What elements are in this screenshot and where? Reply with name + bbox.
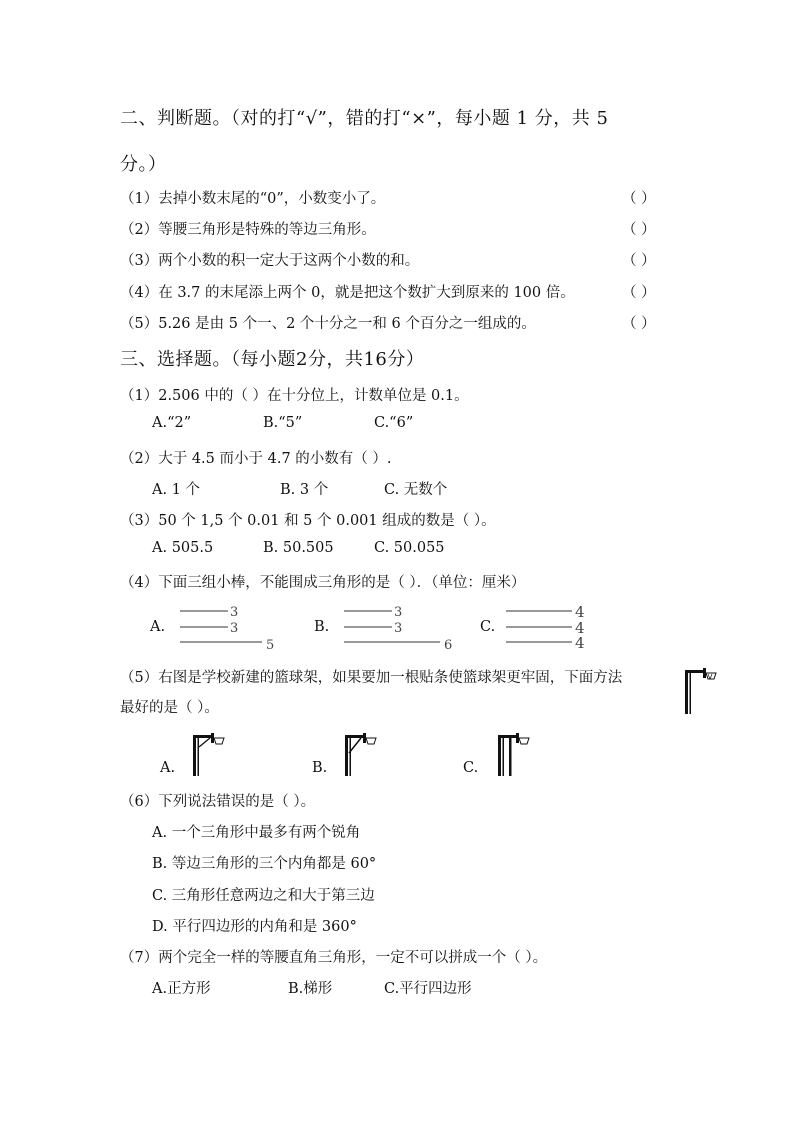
judge-answer-blank-2[interactable]: （ ） <box>622 222 656 238</box>
sticks-figure-c <box>500 600 600 652</box>
choice-q2-option-a[interactable]: A. 1 个 <box>152 482 201 498</box>
basketball-stand-reference <box>682 664 722 716</box>
section2-heading-line2: 分。） <box>120 154 167 175</box>
stand-arm <box>685 670 705 673</box>
choice-q7-stem: （7）两个完全一样的等腰直角三角形，一定不可以拼成一个（ ）。 <box>120 950 548 966</box>
judge-item-2: （2）等腰三角形是特殊的等边三角形。 <box>120 222 376 238</box>
choice-q5-option-c[interactable]: C. <box>463 760 479 776</box>
choice-q1-option-b[interactable]: B.“5” <box>263 415 303 431</box>
stick-a1-length: 3 <box>230 605 239 620</box>
choice-q1-stem: （1）2.506 中的（ ）在十分位上，计数单位是 0.1。 <box>120 388 469 404</box>
choice-q4-option-b[interactable]: B. <box>314 619 330 635</box>
choice-q3-option-b[interactable]: B. 50.505 <box>263 540 334 556</box>
stick-b1-length: 3 <box>394 605 403 620</box>
choice-q1-option-c[interactable]: C.“6” <box>374 415 414 431</box>
stick-a2-length: 3 <box>230 621 239 636</box>
choice-q1-option-a[interactable]: A.“2” <box>152 415 192 431</box>
choice-q2-option-b[interactable]: B. 3 个 <box>280 482 329 498</box>
brace-a <box>199 738 210 747</box>
choice-q6-option-c[interactable]: C. 三角形任意两边之和大于第三边 <box>152 888 375 904</box>
choice-q2-stem: （2）大于 4.5 而小于 4.7 的小数有（ ）. <box>120 451 392 467</box>
stand-net-lines <box>708 674 712 679</box>
choice-q5-stem-line1: （5）右图是学校新建的篮球架，如果要加一根贴条使篮球架更牢固，下面方法 <box>120 670 623 686</box>
judge-item-3: （3）两个小数的积一定大于这两个小数的和。 <box>120 253 420 269</box>
choice-q4-option-c[interactable]: C. <box>480 619 496 635</box>
judge-answer-blank-5[interactable]: （ ） <box>622 316 656 332</box>
basketball-stand-option-b <box>342 731 386 777</box>
sticks-figure-a <box>170 600 280 652</box>
sticks-figure-b <box>334 600 464 652</box>
choice-q4-stem: （4）下面三组小棒，不能围成三角形的是（ ）．（单位：厘米） <box>120 575 526 591</box>
basketball-stand-option-a <box>190 731 234 777</box>
judge-item-5: （5）5.26 是由 5 个一、2 个十分之一和 6 个百分之一组成的。 <box>120 316 536 332</box>
basketball-stand-option-c <box>495 731 539 777</box>
judge-item-4: （4）在 3.7 的末尾添上两个 0，就是把这个数扩大到原来的 100 倍。 <box>120 285 575 301</box>
choice-q3-option-c[interactable]: C. 50.055 <box>374 540 445 556</box>
stick-c1-length: 4 <box>575 603 585 621</box>
choice-q5-option-b[interactable]: B. <box>312 760 328 776</box>
judge-answer-blank-1[interactable]: （ ） <box>622 191 656 207</box>
judge-answer-blank-4[interactable]: （ ） <box>622 285 656 301</box>
stand-pole-inner <box>690 673 692 714</box>
choice-q3-option-a[interactable]: A. 505.5 <box>152 540 214 556</box>
choice-q6-option-b[interactable]: B. 等边三角形的三个内角都是 60° <box>152 856 377 872</box>
stand-pole-outer <box>685 670 688 714</box>
section3-heading: 三、选择题。（每小题2分，共16分） <box>120 349 425 370</box>
stick-b2-length: 3 <box>394 621 403 636</box>
judge-item-1: （1）去掉小数末尾的“0”，小数变小了。 <box>120 191 386 207</box>
choice-q3-stem: （3）50 个 1,5 个 0.01 和 5 个 0.001 组成的数是（ ）。 <box>120 513 496 529</box>
stick-c2-length: 4 <box>575 619 585 637</box>
choice-q6-option-d[interactable]: D. 平行四边形的内角和是 360° <box>152 919 357 935</box>
stick-c3-length: 4 <box>575 634 585 652</box>
choice-q7-option-c[interactable]: C.平行四边形 <box>384 981 472 997</box>
judge-answer-blank-3[interactable]: （ ） <box>622 253 656 269</box>
choice-q7-option-a[interactable]: A.正方形 <box>152 981 211 997</box>
choice-q5-stem-line2: 最好的是（ ）。 <box>120 700 219 716</box>
brace-c <box>509 738 512 776</box>
section2-heading-line1: 二、判断题。（对的打“√”，错的打“×”，每小题 1 分，共 5 <box>120 108 609 129</box>
choice-q6-option-a[interactable]: A. 一个三角形中最多有两个锐角 <box>152 825 361 841</box>
choice-q7-option-b[interactable]: B.梯形 <box>288 981 333 997</box>
choice-q5-option-a[interactable]: A. <box>160 760 176 776</box>
choice-q6-stem: （6）下列说法错误的是（ ）。 <box>120 794 316 810</box>
stick-b3-length: 6 <box>444 638 453 652</box>
stick-a3-length: 5 <box>266 638 275 652</box>
choice-q4-option-a[interactable]: A. <box>150 619 166 635</box>
choice-q2-option-c[interactable]: C. 无数个 <box>384 482 448 498</box>
